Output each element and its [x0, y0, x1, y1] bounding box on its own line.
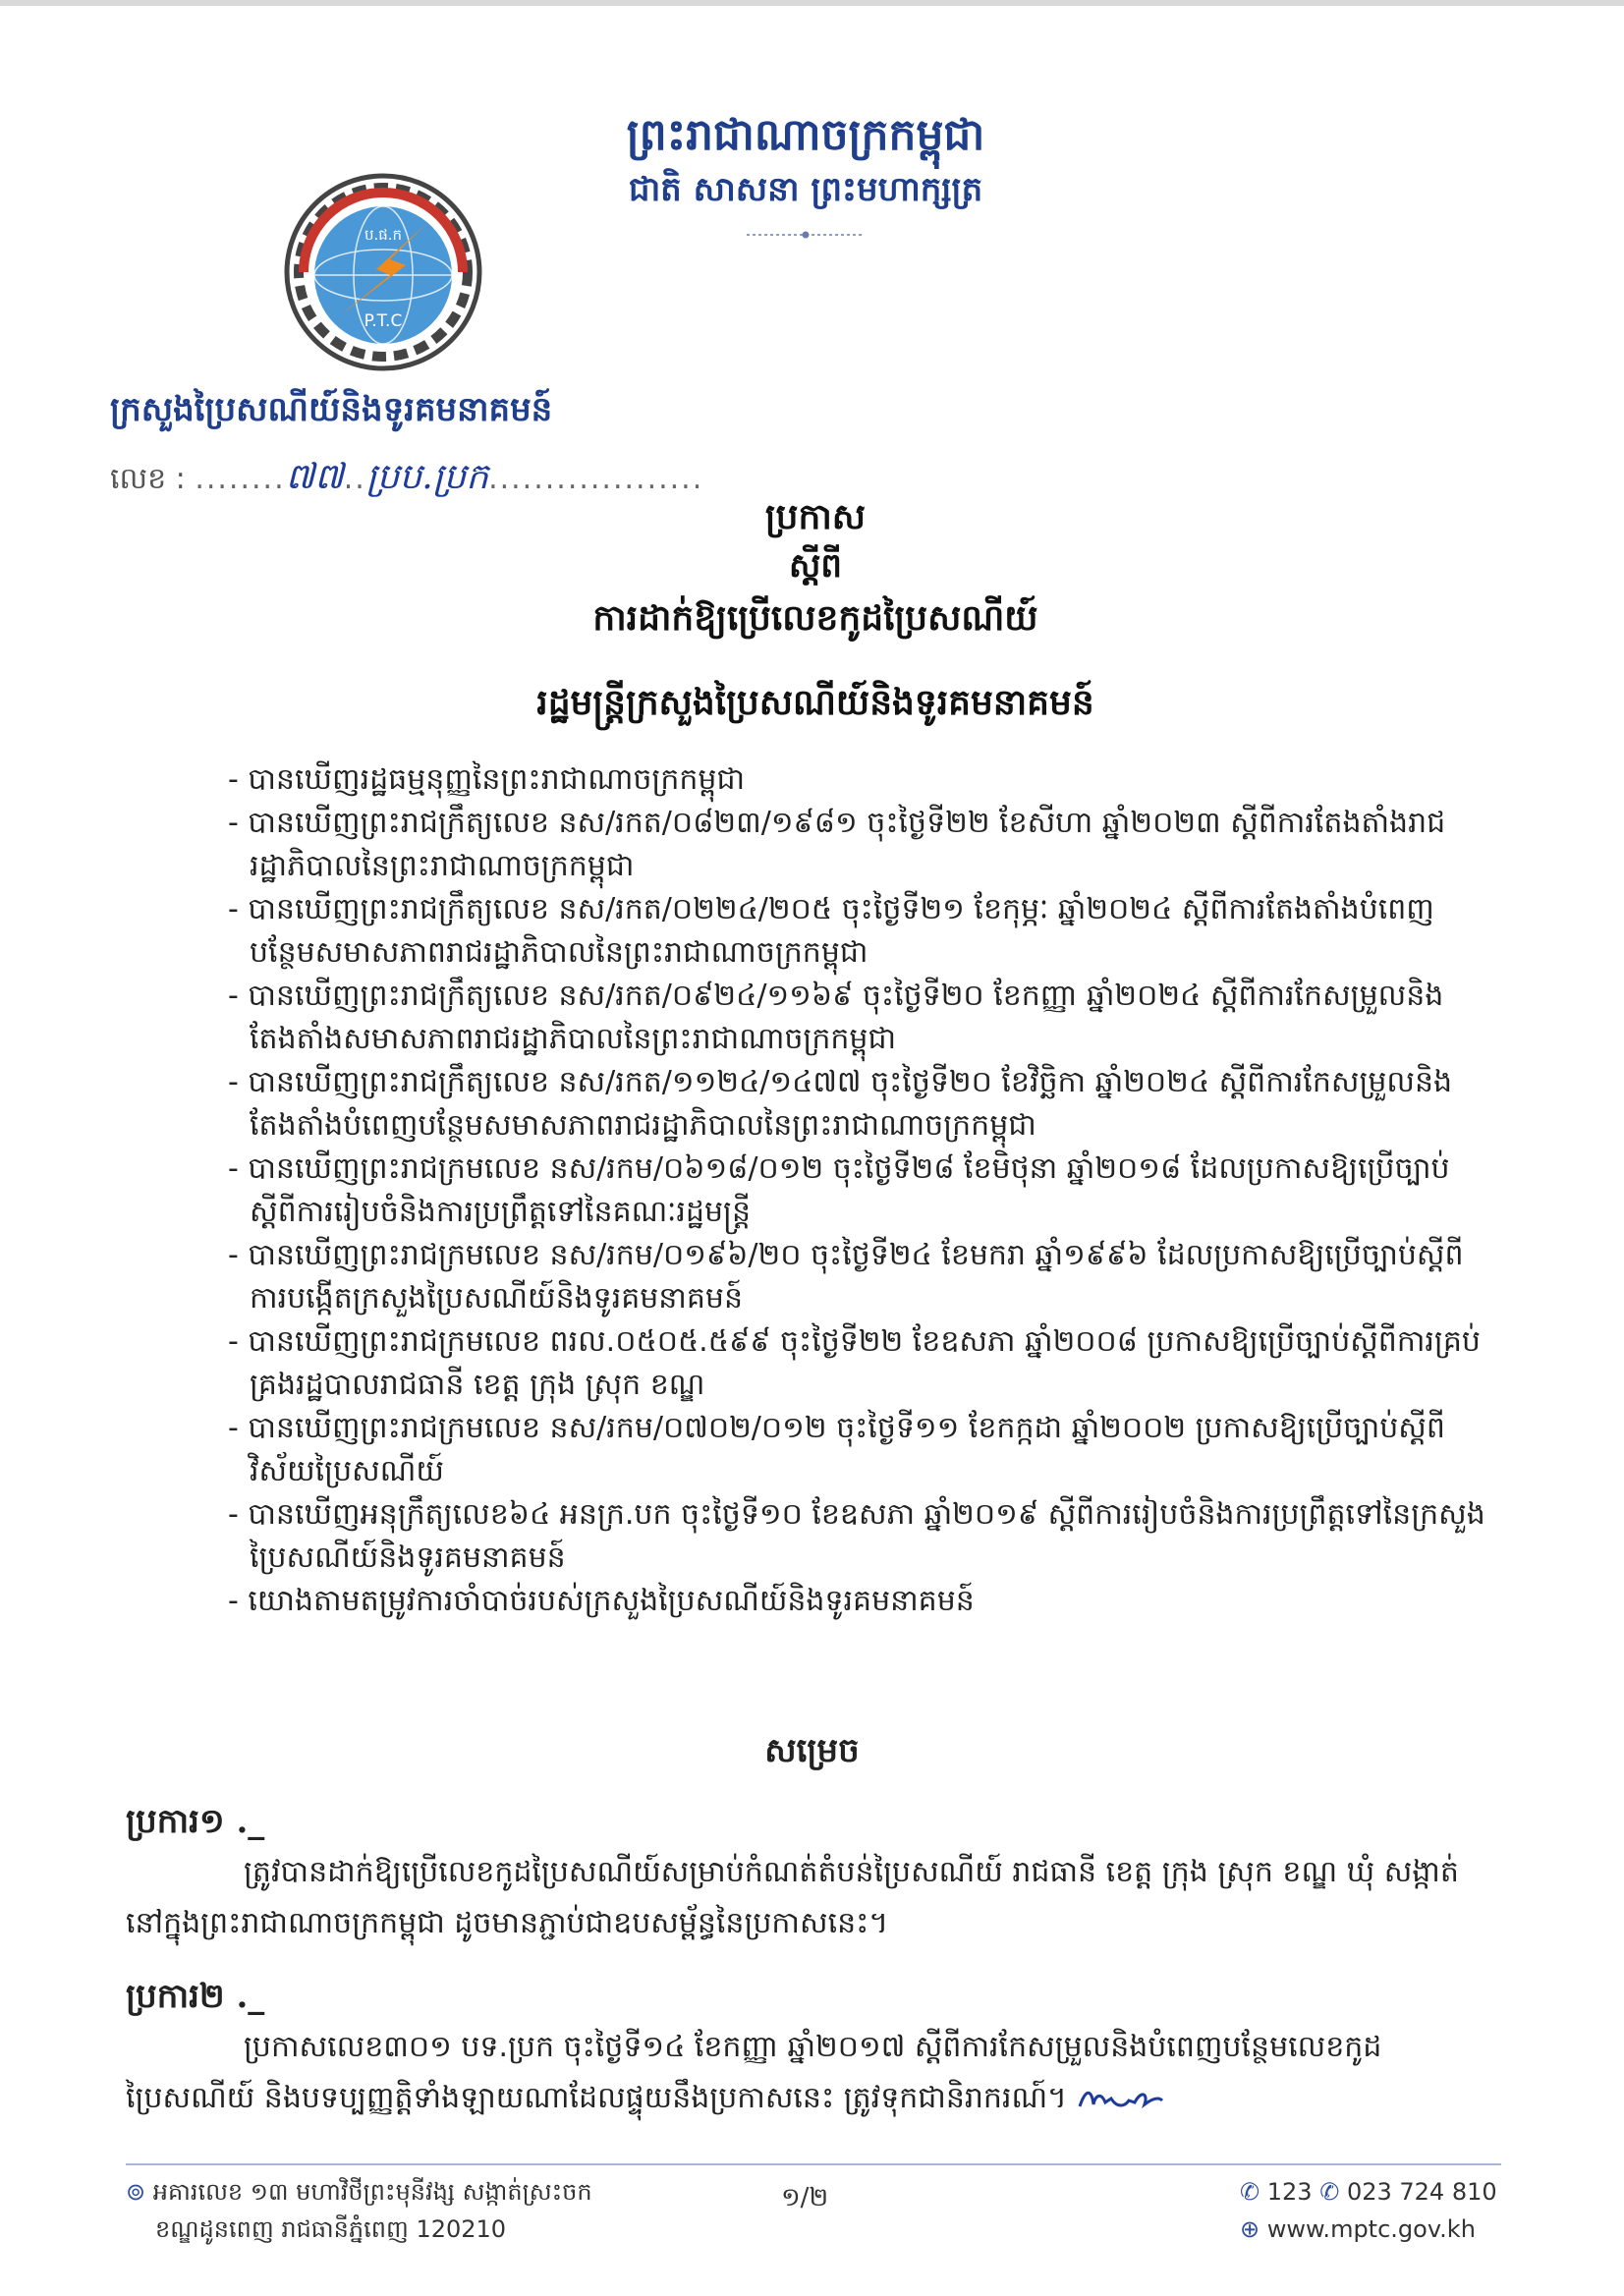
phone-short: 123: [1266, 2178, 1313, 2206]
article-1-title: ប្រការ១ ._: [126, 1802, 265, 1841]
phone-icon: ✆: [1240, 2178, 1260, 2206]
article-2-title: ប្រការ២ ._: [126, 1977, 265, 2016]
footer-rule: [126, 2163, 1501, 2165]
article-2-body: [126, 2022, 1501, 2124]
recital-item: - យោងតាមតម្រូវការចាំបាច់របស់ក្រសួងប្រៃសណីយ៍និងទូរគមនាគមន៍: [228, 1584, 975, 1618]
recital-item: - បានឃើញព្រះរាជក្រឹត្យលេខ នស/រកត/០២២៤/២០៥ ចុះថ្ងៃទី២១ ខែកុម្ភៈ ឆ្នាំ២០២៤ ស្តីពីការតែងតាំងបំពេញបន្ថែមសមាសភាពរាជរដ្ឋាភិបាលនៃព្រះរាជាណាចក្រកម្ពុជា: [228, 892, 1434, 970]
article-2-text: ប្រកាសលេខ៣០១ បទ.ប្រក ចុះថ្ងៃទី១៤ ខែកញ្ញា ឆ្នាំ២០១៧ ស្តីពីការកែសម្រួលនិងបំពេញបន្ថែមលេខកូដប្រៃសណីយ៍ និងបទប្បញ្ញត្តិទាំងឡាយណាដែលផ្ទុយនឹងប្រកាសនេះ ត្រូវទុកជានិរាករណ៍។: [126, 2030, 1382, 2115]
recital-item: - បានឃើញព្រះរាជក្រឹត្យលេខ នស/រកត/០៨២៣/១៩៨១ ចុះថ្ងៃទី២២ ខែសីហា ឆ្នាំ២០២៣ ស្តីពីការតែងតាំងរាជរដ្ឋាភិបាលនៃព្រះរាជាណាចក្រកម្ពុជា: [228, 806, 1446, 883]
phone-long: 023 724 810: [1346, 2178, 1497, 2206]
recital-item: - បានឃើញព្រះរាជក្រឹត្យលេខ នស/រកត/០៩២៤/១១៦៩ ចុះថ្ងៃទី២០ ខែកញ្ញា ឆ្នាំ២០២៤ ស្តីពីការកែសម្រួលនិងតែងតាំងសមាសភាពរាជរដ្ឋាភិបាលនៃព្រះរាជាណាចក្រកម្ពុជា: [228, 979, 1444, 1056]
recital-item: - បានឃើញព្រះរាជក្រមលេខ នស/រកម/០៦១៨/០១២ ចុះថ្ងៃទី២៨ ខែមិថុនា ឆ្នាំ២០១៨ ដែលប្រកាសឱ្យប្រើច្បាប់ស្តីពីការរៀបចំនិងការប្រព្រឹត្តទៅនៃគណៈរដ្ឋមន្ត្រី: [228, 1151, 1450, 1229]
recital-item: - បានឃើញរដ្ឋធម្មនុញ្ញនៃព្រះរាជាណាចក្រកម្ពុជា: [228, 762, 746, 797]
recital-item: - បានឃើញព្រះរាជក្រមលេខ នស/រកម/០១៩៦/២០ ចុះថ្ងៃទី២៤ ខែមករា ឆ្នាំ១៩៩៦ ដែលប្រកាសឱ្យប្រើច្បាប់ស្តីពីការបង្កើតក្រសួងប្រៃសណីយ៍និងទូរគមនាគមន៍: [228, 1238, 1464, 1316]
ornament-divider: [747, 230, 865, 240]
recitals-list: [228, 758, 1495, 1623]
kingdom-title: ព្រះរាជាណាចក្រកម្ពុជា: [626, 110, 985, 160]
document-issuer: រដ្ឋមន្ត្រីក្រសួងប្រៃសណីយ៍និងទូរគមនាគមន៍: [536, 682, 1094, 723]
kingdom-motto: ជាតិ សាសនា ព្រះមហាក្សត្រ: [628, 170, 983, 209]
phone-icon: ✆: [1319, 2178, 1340, 2206]
footer-address: [126, 2173, 592, 2248]
recital-item: - បានឃើញព្រះរាជក្រមលេខ ពរល.០៥០៥.៥៩៩ ចុះថ្ងៃទី២២ ខែឧសភា ឆ្នាំ២០០៨ ប្រកាសឱ្យប្រើច្បាប់ស្តីពីការគ្រប់គ្រងរដ្ឋបាលរាជធានី ខេត្ត ក្រុង ស្រុក ខណ្ឌ: [228, 1324, 1481, 1402]
footer-contacts: [1240, 2173, 1497, 2248]
recital-item: - បានឃើញព្រះរាជក្រមលេខ នស/រកម/០៧០២/០១២ ចុះថ្ងៃទី១១ ខែកក្កដា ឆ្នាំ២០០២ ប្រកាសឱ្យប្រើច្បាប់ស្តីពីវិស័យប្រៃសណីយ៍: [228, 1411, 1445, 1488]
ref-dots-after: ...................: [488, 462, 704, 496]
website: www.mptc.gov.kh: [1266, 2215, 1476, 2243]
scan-top-edge: [0, 0, 1624, 6]
recital-item: - បានឃើញអនុក្រឹត្យលេខ៦៤ អនក្រ.បក ចុះថ្ងៃទី១០ ខែឧសភា ឆ្នាំ២០១៩ ស្តីពីការរៀបចំនិងការប្រព្រឹត្តទៅនៃក្រសួងប្រៃសណីយ៍និងទូរគមនាគមន៍: [228, 1497, 1485, 1575]
logo-top-text: ប.ផ.ក: [364, 226, 403, 244]
logo-bottom-text: P.T.C: [364, 311, 403, 331]
page-number: ១/២: [781, 2183, 829, 2212]
globe-icon: ⊕: [1240, 2215, 1260, 2243]
kingdom-header: [550, 106, 1061, 244]
ref-dots: ........: [195, 462, 286, 496]
ministry-name: ក្រសួងប្រៃសណីយ៍និងទូរគមនាគមន៍: [110, 390, 553, 429]
recital-item: - បានឃើញព្រះរាជក្រឹត្យលេខ នស/រកត/១១២៤/១៤៧៧ ចុះថ្ងៃទី២០ ខែវិច្ឆិកា ឆ្នាំ២០២៤ ស្តីពីការកែសម្រួលនិងតែងតាំងបំពេញបន្ថែមសមាសភាពរាជរដ្ឋាភិបាលនៃព្រះរាជាណាចក្រកម្ពុជា: [228, 1065, 1453, 1143]
ref-number: ៧៧: [285, 457, 344, 497]
document-type: ប្រកាស: [764, 496, 867, 537]
reference-number: លេខ : ........៧៧..ប្រប.ប្រក...................: [110, 457, 704, 497]
document-about: ស្តីពី: [789, 546, 842, 586]
document-headings: [393, 491, 1238, 731]
ref-code: ប្រប.ប្រក: [365, 457, 489, 497]
document-subject: ការដាក់ឱ្យប្រើលេខកូដប្រៃសណីយ៍: [592, 597, 1038, 639]
address-line-2: ខណ្ឌដូនពេញ រាជធានីភ្នំពេញ 120210: [155, 2215, 507, 2243]
ministry-logo: [280, 169, 486, 375]
decision-heading: សម្រេច: [764, 1731, 860, 1770]
article-1-body: ត្រូវបានដាក់ឱ្យប្រើលេខកូដប្រៃសណីយ៍សម្រាប់កំណត់តំបន់ប្រៃសណីយ៍ រាជធានី ខេត្ត ក្រុង ស្រុក ខណ្ឌ ឃុំ សង្កាត់ នៅក្នុងព្រះរាជាណាចក្រកម្ពុជា ដូចមានភ្ជាប់ជាឧបសម្ព័ន្ធនៃប្រកាសនេះ។: [126, 1855, 1459, 1940]
ref-prefix: លេខ :: [110, 462, 186, 496]
location-pin-icon: ⊚: [126, 2178, 146, 2206]
address-line-1: អគារលេខ ១៣ មហាវិថីព្រះមុនីវង្ស សង្កាត់ស្រះចក: [152, 2178, 592, 2206]
initials-signature: [1076, 2085, 1164, 2114]
